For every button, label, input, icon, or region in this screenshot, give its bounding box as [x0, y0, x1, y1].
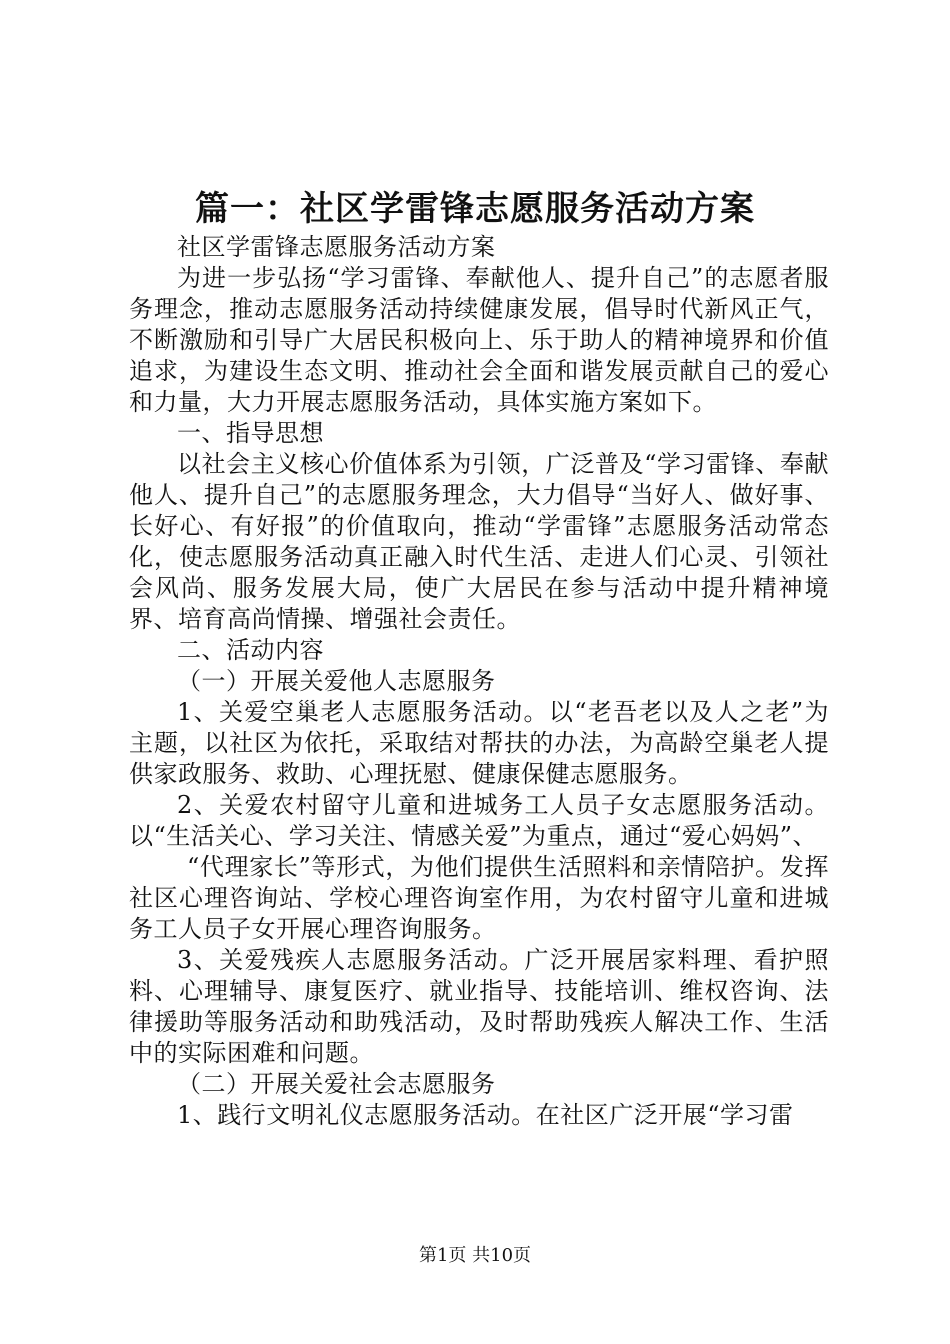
paragraph-etiquette: 1、践行文明礼仪志愿服务活动。在社区广泛开展“学习雷 [177, 1101, 794, 1129]
paragraph-intro: 为进一步弘扬“学习雷锋、奉献他人、提升自己”的志愿者服务理念，推动志愿服务活动持续健康发展，倡导时代新风正气，不断激励和引导广大居民积极向上、乐于助人的精神境界和价值追求，为建设生态文明、推动社会全面和谐发展贡献自己的爱心和力量，大力开展志愿服务活动，具体实施方案如下。 [129, 264, 829, 416]
paragraph-subtitle: 社区学雷锋志愿服务活动方案 [177, 233, 496, 261]
paragraph-children-continued: “代理家长”等形式，为他们提供生活照料和亲情陪护。发挥社区心理咨询站、学校心理咨询室作用，为农村留守儿童和进城务工人员子女开展心理咨询服务。 [129, 853, 829, 943]
document-body [129, 232, 829, 1131]
paragraph-disabled: 3、关爱残疾人志愿服务活动。广泛开展居家料理、看护照料、心理辅导、康复医疗、就业指导、技能培训、维权咨询、法律援助等服务活动和助残活动，及时帮助残疾人解决工作、生活中的实际困难和问题。 [129, 946, 829, 1067]
heading-activity-content: 二、活动内容 [177, 636, 324, 664]
paragraph-elderly: 1、关爱空巢老人志愿服务活动。以“老吾老以及人之老”为主题，以社区为依托，采取结对帮扶的办法，为高龄空巢老人提供家政服务、救助、心理抚慰、健康保健志愿服务。 [129, 698, 829, 788]
page-footer: 第1页 共10页 [418, 1245, 532, 1266]
paragraph-children: 2、关爱农村留守儿童和进城务工人员子女志愿服务活动。以“生活关心、学习关注、情感关爱”为重点，通过“爱心妈妈”、 [129, 791, 829, 850]
subheading-caring-society: （二）开展关爱社会志愿服务 [177, 1070, 496, 1098]
paragraph-guiding-ideology: 以社会主义核心价值体系为引领，广泛普及“学习雷锋、奉献他人、提升自己”的志愿服务理念，大力倡导“当好人、做好事、长好心、有好报”的价值取向，推动“学雷锋”志愿服务活动常态化，使志愿服务活动真正融入时代生活、走进人们心灵、引领社会风尚、服务发展大局，使广大居民在参与活动中提升精神境界、培育高尚情操、增强社会责任。 [129, 450, 829, 633]
subheading-caring-others: （一）开展关爱他人志愿服务 [177, 667, 496, 695]
heading-guiding-ideology: 一、指导思想 [177, 419, 324, 447]
document-title: 篇一：社区学雷锋志愿服务活动方案 [195, 189, 755, 229]
